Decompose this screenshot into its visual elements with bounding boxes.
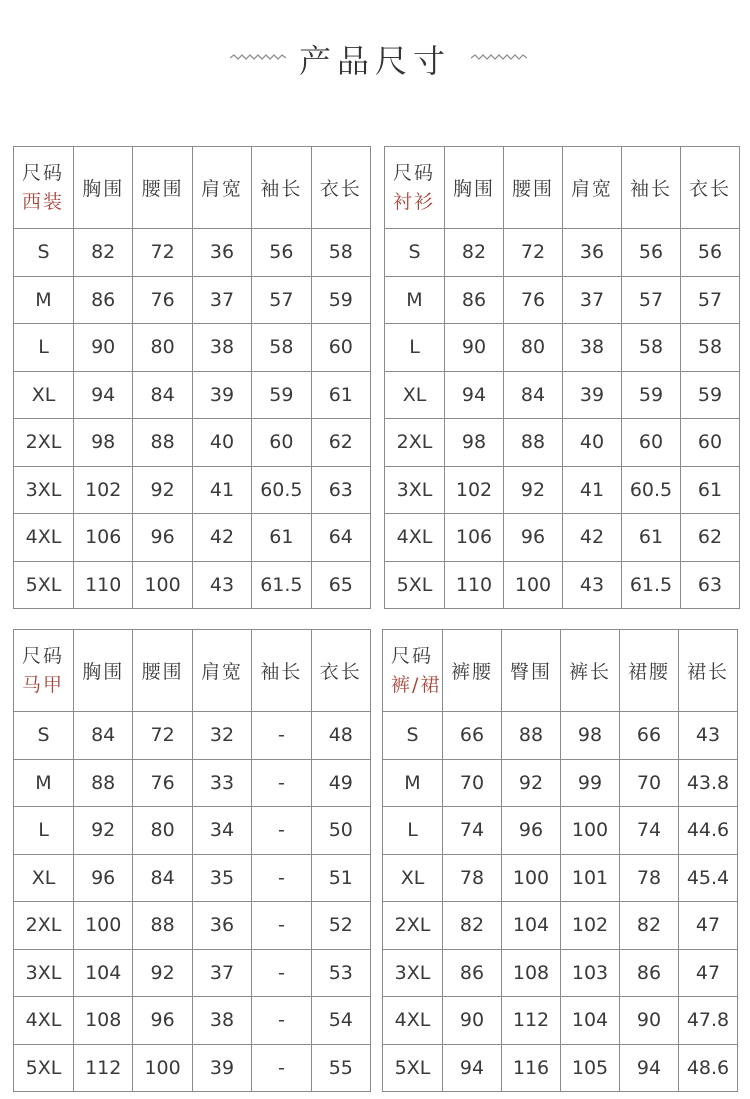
measurement-cell: 56 — [252, 229, 311, 277]
measurement-cell: 86 — [445, 276, 504, 324]
measurement-cell: 82 — [74, 229, 133, 277]
table-row — [383, 949, 738, 997]
column-header: 肩宽 — [192, 147, 251, 229]
measurement-cell: 37 — [192, 949, 251, 997]
measurement-cell: 94 — [620, 1044, 679, 1092]
measurement-cell: 72 — [133, 712, 192, 760]
measurement-cell: 106 — [74, 514, 133, 562]
size-cell: 4XL — [14, 997, 74, 1045]
measurement-cell: 105 — [561, 1044, 620, 1092]
measurement-cell: 36 — [192, 229, 251, 277]
table-row — [385, 324, 740, 372]
suit-size-table — [13, 146, 371, 609]
measurement-cell: 57 — [622, 276, 681, 324]
table-row — [14, 229, 371, 277]
measurement-cell: 64 — [311, 514, 370, 562]
size-label: 尺码 — [22, 644, 65, 667]
measurement-cell: 70 — [443, 759, 502, 807]
table-row — [385, 229, 740, 277]
measurement-cell: 59 — [681, 371, 740, 419]
size-cell: M — [385, 276, 445, 324]
column-header: 腰围 — [133, 630, 192, 712]
column-header: 裤长 — [561, 630, 620, 712]
measurement-cell: 104 — [74, 949, 133, 997]
table-row — [385, 419, 740, 467]
measurement-cell: 47 — [679, 902, 738, 950]
column-header: 裙腰 — [620, 630, 679, 712]
measurement-cell: 37 — [563, 276, 622, 324]
table-row — [14, 514, 371, 562]
size-cell: 2XL — [14, 419, 74, 467]
measurement-cell: 39 — [563, 371, 622, 419]
measurement-cell: 92 — [133, 949, 192, 997]
measurement-cell: 112 — [74, 1044, 133, 1092]
measurement-cell: 47.8 — [679, 997, 738, 1045]
measurement-cell: 58 — [681, 324, 740, 372]
measurement-cell: 54 — [311, 997, 370, 1045]
table-row — [14, 854, 371, 902]
measurement-cell: 38 — [563, 324, 622, 372]
measurement-cell: - — [252, 997, 311, 1045]
size-cell: 2XL — [383, 902, 443, 950]
measurement-cell: - — [252, 902, 311, 950]
measurement-cell: 32 — [192, 712, 251, 760]
table-row — [385, 276, 740, 324]
garment-type-label: 裤/裙 — [391, 673, 442, 696]
measurement-cell: 58 — [622, 324, 681, 372]
table-row — [383, 902, 738, 950]
measurement-cell: 76 — [133, 759, 192, 807]
measurement-cell: 61.5 — [622, 561, 681, 609]
measurement-cell: 42 — [192, 514, 251, 562]
measurement-cell: 39 — [192, 371, 251, 419]
measurement-cell: 84 — [133, 371, 192, 419]
measurement-cell: 56 — [681, 229, 740, 277]
table-row — [14, 759, 371, 807]
measurement-cell: 51 — [311, 854, 370, 902]
measurement-cell: 112 — [502, 997, 561, 1045]
measurement-cell: 102 — [561, 902, 620, 950]
garment-type-label: 西装 — [22, 190, 65, 213]
header-row — [14, 147, 371, 229]
measurement-cell: 56 — [622, 229, 681, 277]
column-header: 袖长 — [252, 630, 311, 712]
size-cell: L — [14, 324, 74, 372]
measurement-cell: 90 — [74, 324, 133, 372]
measurement-cell: 100 — [133, 1044, 192, 1092]
column-header: 腰围 — [504, 147, 563, 229]
measurement-cell: 82 — [443, 902, 502, 950]
measurement-cell: - — [252, 1044, 311, 1092]
size-cell: 3XL — [383, 949, 443, 997]
measurement-cell: 100 — [502, 854, 561, 902]
measurement-cell: 102 — [74, 466, 133, 514]
corner-cell — [14, 630, 74, 712]
measurement-cell: - — [252, 759, 311, 807]
table-row — [383, 1044, 738, 1092]
table-row — [383, 807, 738, 855]
measurement-cell: 90 — [620, 997, 679, 1045]
measurement-cell: 57 — [681, 276, 740, 324]
measurement-cell: 92 — [504, 466, 563, 514]
size-label: 尺码 — [393, 161, 436, 184]
column-header: 裤腰 — [443, 630, 502, 712]
measurement-cell: 101 — [561, 854, 620, 902]
measurement-cell: 63 — [311, 466, 370, 514]
measurement-cell: 61 — [311, 371, 370, 419]
measurement-cell: 61 — [681, 466, 740, 514]
measurement-cell: 78 — [443, 854, 502, 902]
measurement-cell: 59 — [311, 276, 370, 324]
measurement-cell: 61 — [622, 514, 681, 562]
column-header: 肩宽 — [192, 630, 251, 712]
shirt-size-table — [384, 146, 740, 609]
measurement-cell: 94 — [74, 371, 133, 419]
measurement-cell: 80 — [133, 807, 192, 855]
measurement-cell: 96 — [133, 514, 192, 562]
measurement-cell: 96 — [133, 997, 192, 1045]
header-row — [14, 630, 371, 712]
measurement-cell: 34 — [192, 807, 251, 855]
size-cell: 2XL — [14, 902, 74, 950]
table-row — [14, 997, 371, 1045]
measurement-cell: 90 — [445, 324, 504, 372]
size-cell: 5XL — [383, 1044, 443, 1092]
size-cell: XL — [383, 854, 443, 902]
measurement-cell: 104 — [502, 902, 561, 950]
measurement-cell: - — [252, 854, 311, 902]
measurement-cell: 58 — [252, 324, 311, 372]
table-row — [383, 712, 738, 760]
measurement-cell: 41 — [563, 466, 622, 514]
measurement-cell: 55 — [311, 1044, 370, 1092]
table-row — [14, 371, 371, 419]
measurement-cell: 62 — [311, 419, 370, 467]
vest-size-table — [13, 629, 371, 1092]
size-cell: 2XL — [385, 419, 445, 467]
size-cell: XL — [14, 371, 74, 419]
measurement-cell: 72 — [133, 229, 192, 277]
measurement-cell: 58 — [311, 229, 370, 277]
measurement-cell: 80 — [504, 324, 563, 372]
size-label: 尺码 — [22, 161, 65, 184]
measurement-cell: 108 — [502, 949, 561, 997]
measurement-cell: 92 — [74, 807, 133, 855]
measurement-cell: 88 — [502, 712, 561, 760]
measurement-cell: 60.5 — [622, 466, 681, 514]
table-row — [14, 419, 371, 467]
measurement-cell: 50 — [311, 807, 370, 855]
measurement-cell: 88 — [504, 419, 563, 467]
table-row — [14, 324, 371, 372]
column-header: 裙长 — [679, 630, 738, 712]
size-cell: 3XL — [14, 949, 74, 997]
measurement-cell: 94 — [445, 371, 504, 419]
size-cell: M — [383, 759, 443, 807]
column-header: 衣长 — [311, 147, 370, 229]
measurement-cell: 48.6 — [679, 1044, 738, 1092]
column-header: 袖长 — [622, 147, 681, 229]
page-title: 产品尺寸 — [298, 42, 451, 80]
size-cell: L — [383, 807, 443, 855]
measurement-cell: 43 — [679, 712, 738, 760]
pants-skirt-size-table — [382, 629, 738, 1092]
corner-cell — [385, 147, 445, 229]
garment-type-label: 衬衫 — [393, 190, 436, 213]
size-cell: S — [385, 229, 445, 277]
size-label: 尺码 — [391, 644, 434, 667]
measurement-cell: 110 — [445, 561, 504, 609]
measurement-cell: 59 — [252, 371, 311, 419]
size-cell: 3XL — [14, 466, 74, 514]
size-cell: 4XL — [385, 514, 445, 562]
measurement-cell: 78 — [620, 854, 679, 902]
table-row — [14, 1044, 371, 1092]
measurement-cell: 98 — [445, 419, 504, 467]
size-cell: M — [14, 759, 74, 807]
measurement-cell: 57 — [252, 276, 311, 324]
column-header: 胸围 — [74, 630, 133, 712]
column-header: 腰围 — [133, 147, 192, 229]
measurement-cell: 82 — [445, 229, 504, 277]
column-header: 胸围 — [445, 147, 504, 229]
measurement-cell: 60.5 — [252, 466, 311, 514]
measurement-cell: 80 — [133, 324, 192, 372]
measurement-cell: 88 — [133, 419, 192, 467]
measurement-cell: 82 — [620, 902, 679, 950]
measurement-cell: 86 — [74, 276, 133, 324]
table-row — [383, 854, 738, 902]
corner-cell — [383, 630, 443, 712]
measurement-cell: 76 — [133, 276, 192, 324]
measurement-cell: 66 — [443, 712, 502, 760]
measurement-cell: 63 — [681, 561, 740, 609]
size-cell: 5XL — [14, 561, 74, 609]
decorative-wave-right — [471, 50, 527, 64]
table-row — [14, 712, 371, 760]
header-row — [385, 147, 740, 229]
size-cell: 3XL — [385, 466, 445, 514]
measurement-cell: 60 — [252, 419, 311, 467]
measurement-cell: 100 — [74, 902, 133, 950]
measurement-cell: 100 — [504, 561, 563, 609]
column-header: 衣长 — [681, 147, 740, 229]
size-cell: L — [14, 807, 74, 855]
measurement-cell: 100 — [133, 561, 192, 609]
measurement-cell: 72 — [504, 229, 563, 277]
measurement-cell: 43.8 — [679, 759, 738, 807]
table-row — [14, 561, 371, 609]
measurement-cell: 108 — [74, 997, 133, 1045]
table-row — [14, 949, 371, 997]
measurement-cell: 38 — [192, 997, 251, 1045]
measurement-cell: 35 — [192, 854, 251, 902]
garment-type-label: 马甲 — [22, 673, 65, 696]
measurement-cell: 53 — [311, 949, 370, 997]
measurement-cell: 45.4 — [679, 854, 738, 902]
measurement-cell: 86 — [443, 949, 502, 997]
table-row — [14, 466, 371, 514]
measurement-cell: 92 — [133, 466, 192, 514]
measurement-cell: 60 — [311, 324, 370, 372]
measurement-cell: 42 — [563, 514, 622, 562]
measurement-cell: 90 — [443, 997, 502, 1045]
measurement-cell: 110 — [74, 561, 133, 609]
table-row — [385, 561, 740, 609]
measurement-cell: 104 — [561, 997, 620, 1045]
column-header: 胸围 — [74, 147, 133, 229]
column-header: 臀围 — [502, 630, 561, 712]
column-header: 肩宽 — [563, 147, 622, 229]
corner-cell — [14, 147, 74, 229]
size-cell: 4XL — [383, 997, 443, 1045]
measurement-cell: 38 — [192, 324, 251, 372]
measurement-cell: 60 — [681, 419, 740, 467]
measurement-cell: 52 — [311, 902, 370, 950]
size-cell: 4XL — [14, 514, 74, 562]
measurement-cell: 96 — [502, 807, 561, 855]
measurement-cell: - — [252, 949, 311, 997]
measurement-cell: 88 — [133, 902, 192, 950]
measurement-cell: 36 — [563, 229, 622, 277]
measurement-cell: 99 — [561, 759, 620, 807]
measurement-cell: 40 — [563, 419, 622, 467]
measurement-cell: 60 — [622, 419, 681, 467]
measurement-cell: - — [252, 712, 311, 760]
measurement-cell: 61.5 — [252, 561, 311, 609]
measurement-cell: 39 — [192, 1044, 251, 1092]
size-cell: XL — [385, 371, 445, 419]
measurement-cell: 43 — [192, 561, 251, 609]
table-row — [383, 759, 738, 807]
table-row — [385, 514, 740, 562]
measurement-cell: 84 — [504, 371, 563, 419]
header-row — [383, 630, 738, 712]
table-row — [14, 807, 371, 855]
size-cell: L — [385, 324, 445, 372]
size-cell: S — [383, 712, 443, 760]
measurement-cell: 37 — [192, 276, 251, 324]
measurement-cell: 98 — [561, 712, 620, 760]
measurement-cell: 76 — [504, 276, 563, 324]
column-header: 袖长 — [252, 147, 311, 229]
measurement-cell: 43 — [563, 561, 622, 609]
measurement-cell: 84 — [74, 712, 133, 760]
measurement-cell: 41 — [192, 466, 251, 514]
size-cell: S — [14, 229, 74, 277]
table-row — [14, 276, 371, 324]
column-header: 衣长 — [311, 630, 370, 712]
measurement-cell: 88 — [74, 759, 133, 807]
table-row — [385, 466, 740, 514]
measurement-cell: - — [252, 807, 311, 855]
measurement-cell: 96 — [74, 854, 133, 902]
measurement-cell: 44.6 — [679, 807, 738, 855]
measurement-cell: 98 — [74, 419, 133, 467]
measurement-cell: 36 — [192, 902, 251, 950]
measurement-cell: 116 — [502, 1044, 561, 1092]
table-row — [14, 902, 371, 950]
size-cell: M — [14, 276, 74, 324]
size-cell: 5XL — [14, 1044, 74, 1092]
measurement-cell: 59 — [622, 371, 681, 419]
table-row — [385, 371, 740, 419]
measurement-cell: 61 — [252, 514, 311, 562]
size-cell: 5XL — [385, 561, 445, 609]
measurement-cell: 65 — [311, 561, 370, 609]
measurement-cell: 62 — [681, 514, 740, 562]
measurement-cell: 92 — [502, 759, 561, 807]
measurement-cell: 74 — [620, 807, 679, 855]
measurement-cell: 94 — [443, 1044, 502, 1092]
measurement-cell: 49 — [311, 759, 370, 807]
measurement-cell: 40 — [192, 419, 251, 467]
measurement-cell: 84 — [133, 854, 192, 902]
measurement-cell: 48 — [311, 712, 370, 760]
measurement-cell: 103 — [561, 949, 620, 997]
measurement-cell: 86 — [620, 949, 679, 997]
measurement-cell: 100 — [561, 807, 620, 855]
page-header — [0, 30, 750, 90]
measurement-cell: 33 — [192, 759, 251, 807]
measurement-cell: 74 — [443, 807, 502, 855]
measurement-cell: 70 — [620, 759, 679, 807]
measurement-cell: 66 — [620, 712, 679, 760]
size-cell: XL — [14, 854, 74, 902]
size-cell: S — [14, 712, 74, 760]
measurement-cell: 102 — [445, 466, 504, 514]
table-row — [383, 997, 738, 1045]
measurement-cell: 47 — [679, 949, 738, 997]
measurement-cell: 96 — [504, 514, 563, 562]
measurement-cell: 106 — [445, 514, 504, 562]
